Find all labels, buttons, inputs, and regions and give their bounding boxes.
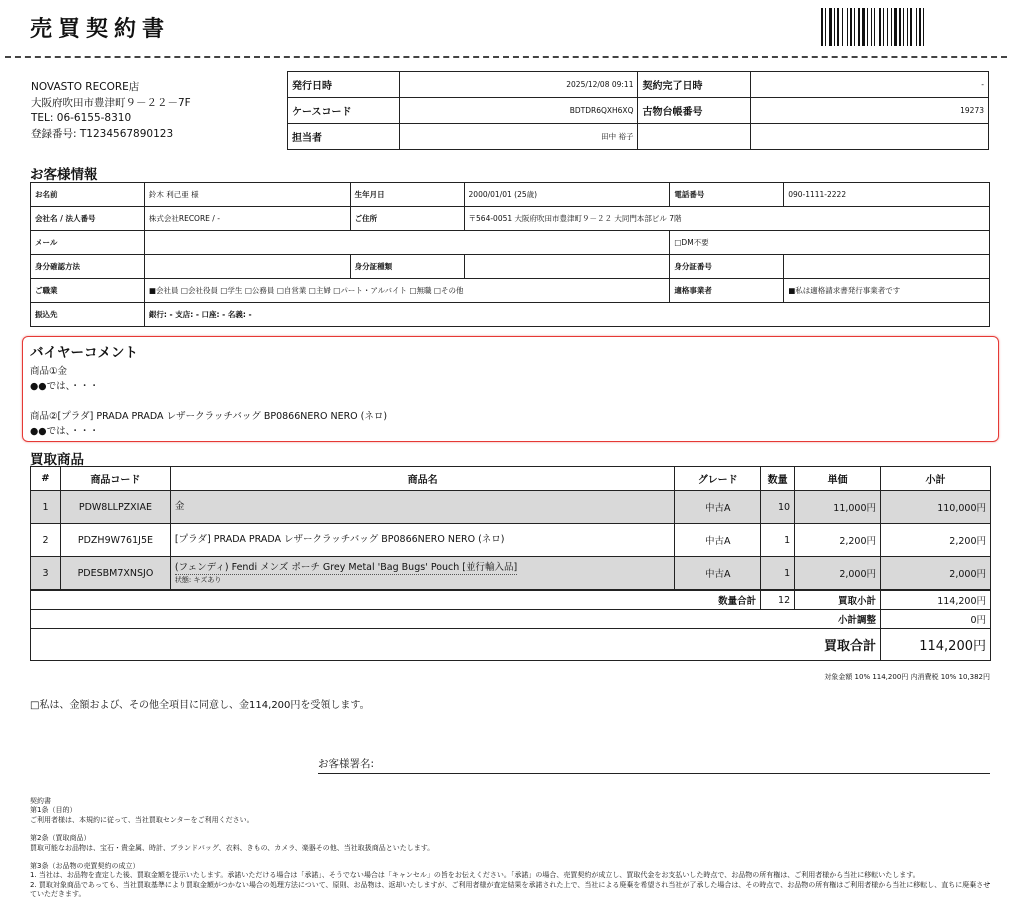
item-name: [プラダ] PRADA PRADA レザークラッチバッグ BP0866NERO NERO (ネロ) bbox=[170, 524, 674, 557]
adjust-label: 小計調整 bbox=[31, 610, 881, 629]
item-grade: 中古A bbox=[675, 524, 761, 557]
item-no: 1 bbox=[31, 491, 61, 524]
col-header: 単価 bbox=[795, 467, 881, 491]
comment-line: 商品①金 bbox=[30, 366, 68, 377]
name-label: お名前 bbox=[31, 183, 145, 207]
item-subtotal: 110,000円 bbox=[881, 491, 991, 524]
ledger-value: 19273 bbox=[750, 98, 988, 124]
grand-total-label: 買取合計 bbox=[31, 629, 881, 661]
item-subtotal: 2,000円 bbox=[881, 557, 991, 590]
item-grade: 中古A bbox=[675, 491, 761, 524]
item-price: 2,000円 bbox=[795, 557, 881, 590]
terms-line: 2. 買取対象商品であっても、当社買取基準により買取金額がつかない場合の処理方法について、原則、お品物は、返却いたしますが、ご利用者様が査定結果を承諾された上で、当社による廃棄を希望され当社が了承した場合は、その時点で、お品物の所有権はご利用者様から当社に移転し、直ちに廃棄させていただきます。 bbox=[30, 880, 991, 899]
terms-line: 買取可能なお品物は、宝石・貴金属、時計、ブランドバッグ、衣料、きもの、カメラ、楽器その他、当社取扱商品といたします。 bbox=[30, 843, 435, 852]
comment-line: ●●では、・・・ bbox=[30, 381, 99, 392]
company-value: 株式会社RECORE / - bbox=[144, 207, 350, 231]
case-value: BDTDR6QXH6XQ bbox=[400, 98, 638, 124]
idnum-label: 身分証番号 bbox=[670, 255, 784, 279]
item-name: (フェンディ) Fendi メンズ ポーチ Grey Metal 'Bag Bugs' Pouch [並行輸入品] bbox=[174, 561, 518, 573]
mail-value bbox=[144, 231, 669, 255]
job-option[interactable]: □無職 bbox=[409, 286, 432, 295]
item-name-cell bbox=[170, 557, 674, 590]
idtype-label: 身分証種類 bbox=[350, 255, 464, 279]
job-option[interactable]: □学生 bbox=[220, 286, 243, 295]
signature-label: お客様署名: bbox=[318, 758, 375, 770]
terms-line: 第1条（目的） bbox=[30, 806, 77, 815]
terms-text bbox=[30, 797, 995, 900]
buyer-comment-box bbox=[22, 336, 999, 442]
item-no: 3 bbox=[31, 557, 61, 590]
item-no: 2 bbox=[31, 524, 61, 557]
name-value: 鈴木 利己亜 様 bbox=[144, 183, 350, 207]
terms-line bbox=[30, 853, 995, 862]
job-option[interactable]: □自営業 bbox=[276, 286, 307, 295]
items-section-title: 買取商品 bbox=[30, 452, 84, 468]
job-option[interactable]: □パート・アルバイト bbox=[333, 286, 408, 295]
col-header: 商品コード bbox=[60, 467, 170, 491]
customer-table bbox=[30, 182, 990, 327]
meta-empty-cell bbox=[750, 124, 988, 150]
header-divider bbox=[5, 56, 1007, 58]
item-name: 金 bbox=[170, 491, 674, 524]
job-options bbox=[144, 279, 669, 303]
ledger-label: 古物台帳番号 bbox=[638, 98, 750, 124]
item-condition: 状態: キズあり bbox=[174, 575, 222, 584]
staff-label: 担当者 bbox=[288, 124, 400, 150]
item-qty: 10 bbox=[761, 491, 795, 524]
birth-label: 生年月日 bbox=[350, 183, 464, 207]
item-price: 2,200円 bbox=[795, 524, 881, 557]
item-price: 11,000円 bbox=[795, 491, 881, 524]
issue-label: 発行日時 bbox=[288, 72, 400, 98]
case-label: ケースコード bbox=[288, 98, 400, 124]
issue-value: 2025/12/08 09:11 bbox=[400, 72, 638, 98]
job-label: ご職業 bbox=[31, 279, 145, 303]
customer-section-title: お客様情報 bbox=[30, 167, 98, 183]
job-option[interactable]: □主婦 bbox=[308, 286, 331, 295]
col-header: 小計 bbox=[881, 467, 991, 491]
idtype-value bbox=[464, 255, 670, 279]
comment-line: ●●では、・・・ bbox=[30, 426, 99, 437]
dm-checkbox[interactable]: □DM不要 bbox=[670, 231, 990, 255]
agree-checkbox[interactable]: □私は、金額および、その他全項目に同意し、金114,200円を受領します。 bbox=[30, 700, 370, 711]
store-address: 大阪府吹田市豊津町９－２２－7F bbox=[31, 96, 191, 109]
qty-total-label: 数量合計 bbox=[675, 591, 761, 610]
col-header: 商品名 bbox=[170, 467, 674, 491]
grand-total-value: 114,200円 bbox=[881, 629, 991, 661]
bank-value: 銀行: - 支店: - 口座: - 名義: - bbox=[144, 303, 989, 327]
store-info bbox=[31, 80, 191, 142]
job-option[interactable]: □公務員 bbox=[244, 286, 275, 295]
col-header: # bbox=[31, 467, 61, 491]
terms-line: 1. 当社は、お品物を査定した後、買取金額を提示いたします。承諾いただける場合は「承諾」、そうでない場合は「キャンセル」の旨をお伝えください。「承諾」の場合、売買契約が成立し、買取代金をお支払いした時点で、お品物の所有権は、ご利用者様から当社に移転いたします。 bbox=[30, 871, 920, 880]
job-option[interactable]: □会社役員 bbox=[180, 286, 218, 295]
totals-spacer bbox=[31, 591, 675, 610]
done-value: - bbox=[750, 72, 988, 98]
totals-table bbox=[30, 590, 991, 661]
phone-value: 090-1111-2222 bbox=[784, 183, 990, 207]
invoice-label: 適格事業者 bbox=[670, 279, 784, 303]
table-row bbox=[31, 557, 991, 590]
document-title: 売買契約書 bbox=[30, 16, 171, 42]
store-name: NOVASTO RECORE店 bbox=[31, 81, 140, 93]
store-tel: TEL: 06-6155-8310 bbox=[31, 112, 132, 124]
terms-line: ご利用者様は、本規約に従って、当社買取センターをご利用ください。 bbox=[30, 815, 254, 824]
job-option[interactable]: □その他 bbox=[433, 286, 464, 295]
terms-line: 契約書 bbox=[30, 797, 51, 805]
item-qty: 1 bbox=[761, 557, 795, 590]
meta-empty-cell bbox=[638, 124, 750, 150]
item-code: PDESBM7XNSJO bbox=[60, 557, 170, 590]
birth-value: 2000/01/01 (25歳) bbox=[464, 183, 670, 207]
bank-label: 振込先 bbox=[31, 303, 145, 327]
comment-line: 商品②[プラダ] PRADA PRADA レザークラッチバッグ BP0866NERO NERO (ネロ) bbox=[30, 411, 388, 422]
col-header: 数量 bbox=[761, 467, 795, 491]
address-value: 〒564-0051 大阪府吹田市豊津町９－２２ 大同門本部ビル 7階 bbox=[464, 207, 989, 231]
terms-line: 第3条（お品物の売買契約の成立） bbox=[30, 862, 140, 871]
company-label: 会社名 / 法人番号 bbox=[31, 207, 145, 231]
table-row bbox=[31, 524, 991, 557]
subtotal-label: 買取小計 bbox=[795, 591, 881, 610]
staff-value: 田中 裕子 bbox=[400, 124, 638, 150]
terms-line: 第2条（買取商品） bbox=[30, 834, 91, 843]
item-subtotal: 2,200円 bbox=[881, 524, 991, 557]
item-code: PDW8LLPZXIAE bbox=[60, 491, 170, 524]
phone-label: 電話番号 bbox=[670, 183, 784, 207]
table-row bbox=[31, 491, 991, 524]
idnum-value bbox=[784, 255, 990, 279]
comment-line bbox=[30, 394, 991, 409]
idmethod-value bbox=[144, 255, 350, 279]
item-grade: 中古A bbox=[675, 557, 761, 590]
address-label: ご住所 bbox=[350, 207, 464, 231]
job-option[interactable]: ■会社員 bbox=[148, 286, 179, 295]
barcode-icon bbox=[821, 8, 989, 46]
idmethod-label: 身分確認方法 bbox=[31, 255, 145, 279]
col-header: グレード bbox=[675, 467, 761, 491]
comment-title: バイヤーコメント bbox=[30, 345, 138, 361]
item-code: PDZH9W761J5E bbox=[60, 524, 170, 557]
signature-line[interactable] bbox=[318, 756, 990, 774]
done-label: 契約完了日時 bbox=[638, 72, 750, 98]
store-reg: 登録番号: T1234567890123 bbox=[31, 127, 174, 140]
tax-note: 対象金額 10% 114,200円 内消費税 10% 10,382円 bbox=[824, 673, 990, 681]
subtotal-value: 114,200円 bbox=[881, 591, 991, 610]
item-qty: 1 bbox=[761, 524, 795, 557]
terms-line bbox=[30, 825, 995, 834]
contract-meta-table bbox=[287, 71, 989, 150]
items-table bbox=[30, 466, 991, 590]
adjust-value: 0円 bbox=[881, 610, 991, 629]
mail-label: メール bbox=[31, 231, 145, 255]
qty-total-value: 12 bbox=[761, 591, 795, 610]
invoice-value[interactable]: ■私は適格請求書発行事業者です bbox=[784, 279, 990, 303]
